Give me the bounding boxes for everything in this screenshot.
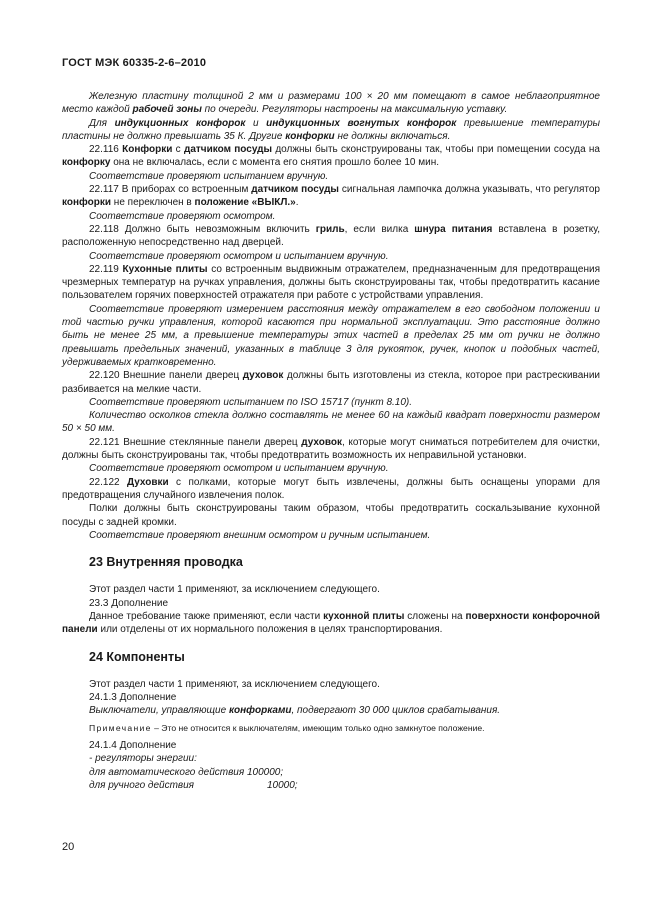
paragraph: Данное требование также применяют, если части кухонной плиты сложены на поверхности конфорочной панели или отделены от их нормального положения в целях транспортирования. bbox=[62, 610, 601, 636]
paragraph: Железную пластину толщиной 2 мм и размерами 100 × 20 мм помещают в самое неблагоприятное место каждой рабочей зоны по очереди. Регуляторы настроены на максимальную уставку. bbox=[62, 91, 600, 116]
document-body bbox=[62, 90, 600, 792]
section-heading-23: 23 Внутренняя проводка bbox=[89, 555, 243, 570]
compliance-text: Соответствие проверяют осмотром и испытанием вручную. bbox=[89, 463, 389, 475]
section-heading-24: 24 Компоненты bbox=[89, 649, 185, 664]
list-item: для ручного действия 10000; bbox=[89, 779, 298, 791]
compliance-text: Количество осколков стекла должно составлять не менее 60 на каждый квадрат поверхности размером 50 × 50 мм. bbox=[62, 410, 600, 435]
clause-23-3: 23.3 Дополнение bbox=[89, 597, 169, 609]
paragraph: Этот раздел части 1 применяют, за исключением следующего. bbox=[89, 584, 380, 596]
clause-24-1-4: 24.1.4 Дополнение bbox=[89, 740, 177, 752]
compliance-text: Соответствие проверяют испытанием вручную. bbox=[89, 170, 329, 182]
clause-22-120: 22.120 Внешние панели дверец духовок должны быть изготовлены из стекла, которое при растрескивании разбивается на мелкие части. bbox=[62, 370, 600, 395]
clause-22-119: 22.119 Кухонные плиты со встроенным выдвижным отражателем, предназначенным для предотвращения чрезмерных температур на ручках управления, должны быть сконструированы так, чтобы предотвратить касание пользователем горячих поверхностей отражателя при работе с устройствами управления. bbox=[62, 263, 600, 302]
clause-22-117: 22.117 В приборах со встроенным датчиком посуды сигнальная лампочка должна указывать, что регулятор конфорки не переключен в положение «ВЫКЛ.». bbox=[62, 184, 600, 209]
compliance-text: Соответствие проверяют осмотром и испытанием вручную. bbox=[89, 250, 389, 262]
paragraph: Этот раздел части 1 применяют, за исключением следующего. bbox=[89, 678, 380, 690]
clause-22-118: 22.118 Должно быть невозможным включить гриль, если вилка шнура питания вставлена в розетку, расположенную непосредственно над дверцей. bbox=[62, 223, 601, 249]
paragraph: Выключатели, управляющие конфорками, подвергают 30 000 циклов срабатывания. bbox=[89, 705, 501, 717]
list-item: для автоматического действия 100000; bbox=[89, 766, 284, 778]
clause-22-116: 22.116 Конфорки с датчиком посуды должны быть сконструированы так, чтобы при помещении сосуда на конфорку она не включалась, если с момента его снятия прошло более 10 мин. bbox=[62, 144, 600, 169]
paragraph: Для индукционных конфорок и индукционных вогнутых конфорок превышение температуры пластины не должно превышать 35 К. Другие конфорки не должны включаться. bbox=[62, 117, 600, 142]
page-header: ГОСТ МЭК 60335-2-6–2010 bbox=[62, 57, 207, 69]
compliance-text: Соответствие проверяют испытанием по ISO 15717 (пункт 8.10). bbox=[89, 396, 413, 408]
clause-24-1-3: 24.1.3 Дополнение bbox=[89, 692, 177, 704]
clause-22-121: 22.121 Внешние стеклянные панели дверец духовок, которые могут сниматься потребителем для очистки, должны быть сконструированы так, чтобы предотвратить возможность их неправильной установки. bbox=[62, 436, 600, 462]
note: Примечание – Это не относится к выключателям, имеющим только одно замкнутое положение. bbox=[89, 722, 485, 733]
paragraph: Полки должны быть сконструированы таким образом, чтобы предотвратить соскальзывание кухонной посуды с задней кромки. bbox=[62, 503, 600, 528]
list-item: - регуляторы энергии: bbox=[89, 753, 197, 765]
compliance-text: Соответствие проверяют измерением расстояния между отражателем в его свободном положении и той частью ручки управления, которой касаются при нормальной эксплуатации. Это расстояние должно быть не менее 25 мм, а превышение температуры этих частей в пределах 25 мм от ручки не должно превышать предельных значений, указанных в таблице 3 для рукояток, ручек, кнопок и подобных частей, удерживаемых кратковременно. bbox=[62, 303, 600, 368]
compliance-text: Соответствие проверяют осмотром. bbox=[89, 210, 276, 222]
compliance-text: Соответствие проверяют внешним осмотром и ручным испытанием. bbox=[89, 529, 431, 541]
page-number: 20 bbox=[62, 841, 75, 853]
clause-22-122: 22.122 Духовки с полками, которые могут быть извлечены, должны быть оснащены упорами для предотвращения случайного извлечения полок. bbox=[62, 476, 600, 501]
